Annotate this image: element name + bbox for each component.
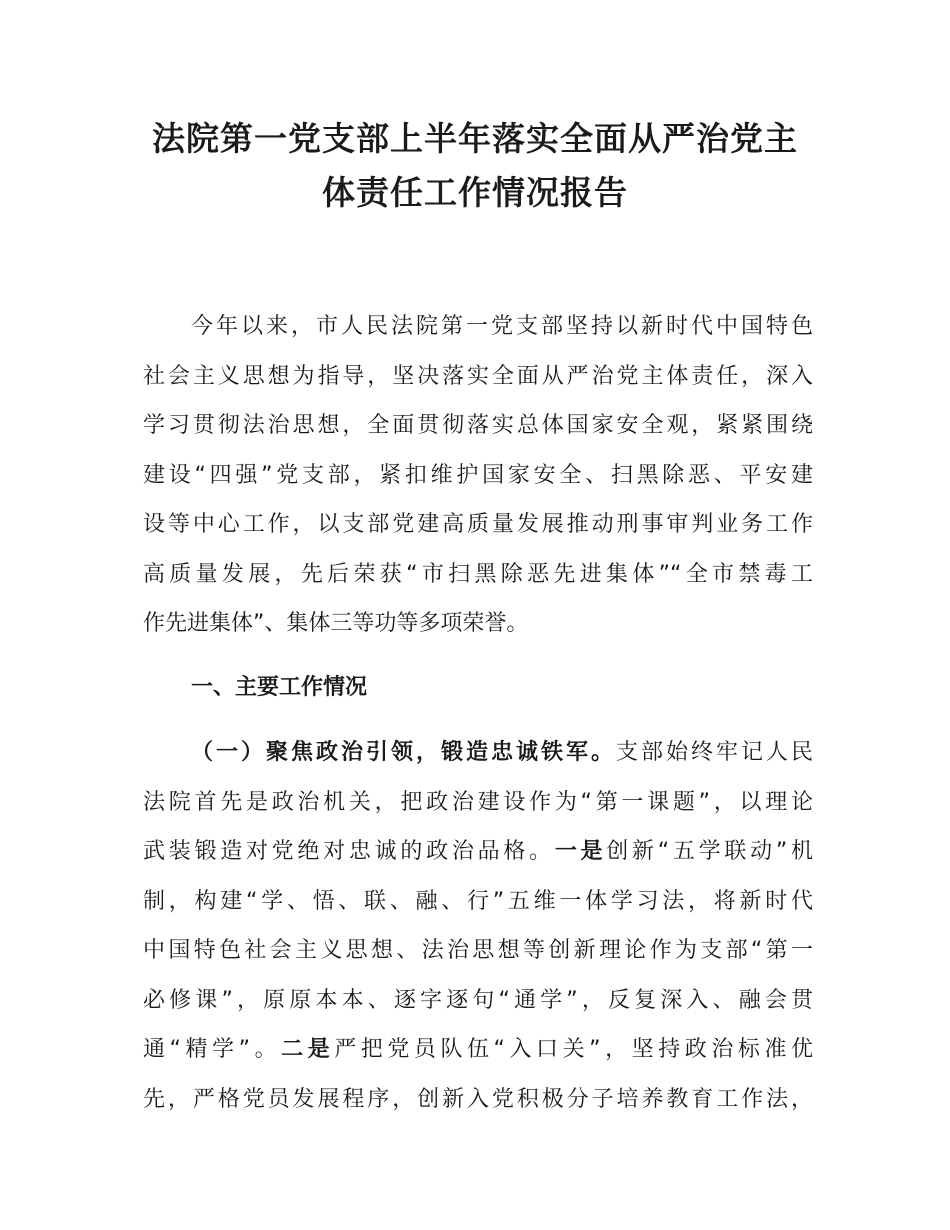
- subsection-line: 必修课”，原原本本、逐字逐句“通学”，反复深入、融会贯: [143, 987, 813, 1013]
- intro-line: 高质量发展，先后荣获“市扫黑除恶先进集体”“全市禁毒工: [143, 561, 813, 587]
- section-heading: 一、主要工作情况: [191, 675, 368, 700]
- subsection-text: 严把党员队伍“入口关”，坚持政治标准优: [334, 1037, 813, 1062]
- document-title: [120, 112, 830, 220]
- subsection-line: 中国特色社会主义思想、法治思想等创新理论作为支部“第一: [143, 938, 813, 963]
- point-marker-2: 二是: [281, 1037, 335, 1062]
- subsection-text: 创新“五学联动”机: [606, 839, 813, 864]
- intro-line: 社会主义思想为指导，坚决落实全面从严治党主体责任，深入: [143, 363, 813, 389]
- intro-paragraph: [143, 302, 813, 649]
- subsection-line: [143, 728, 813, 778]
- subsection-line: [143, 1025, 813, 1075]
- intro-line: 建设“四强”党支部，紧扣维护国家安全、扫黑除恶、平安建: [143, 462, 813, 488]
- subsection-text: 武装锻造对党绝对忠诚的政治品格。: [143, 839, 555, 864]
- subsection-line: 制，构建“学、悟、联、融、行”五维一体学习法，将新时代: [143, 888, 813, 914]
- intro-line: 今年以来，市人民法院第一党支部坚持以新时代中国特色: [191, 314, 813, 339]
- intro-line: 作先进集体”、集体三等功等多项荣誉。: [143, 611, 529, 636]
- title-line-1: 法院第一党支部上半年落实全面从严治党主: [152, 119, 798, 158]
- title-line-2: 体责任工作情况报告: [322, 173, 628, 212]
- intro-line: 设等中心工作，以支部党建高质量发展推动刑事审判业务工作: [143, 512, 813, 537]
- intro-line: 学习贯彻法治思想，全面贯彻落实总体国家安全观，紧紧围绕: [143, 413, 813, 438]
- subsection-text: 支部始终牢记人民: [615, 740, 813, 765]
- subsection-line: 先，严格党员发展程序，创新入党积极分子培养教育工作法，: [143, 1086, 813, 1112]
- point-marker-1: 一是: [554, 839, 607, 864]
- subsection-paragraph: [143, 728, 813, 1124]
- subsection-text: 通“精学”。: [143, 1037, 282, 1062]
- subsection-line: [143, 827, 813, 877]
- subsection-line: 法院首先是政治机关，把政治建设作为“第一课题”，以理论: [143, 789, 813, 815]
- subsection-heading: （一）聚焦政治引领，锻造忠诚铁军。: [191, 740, 616, 765]
